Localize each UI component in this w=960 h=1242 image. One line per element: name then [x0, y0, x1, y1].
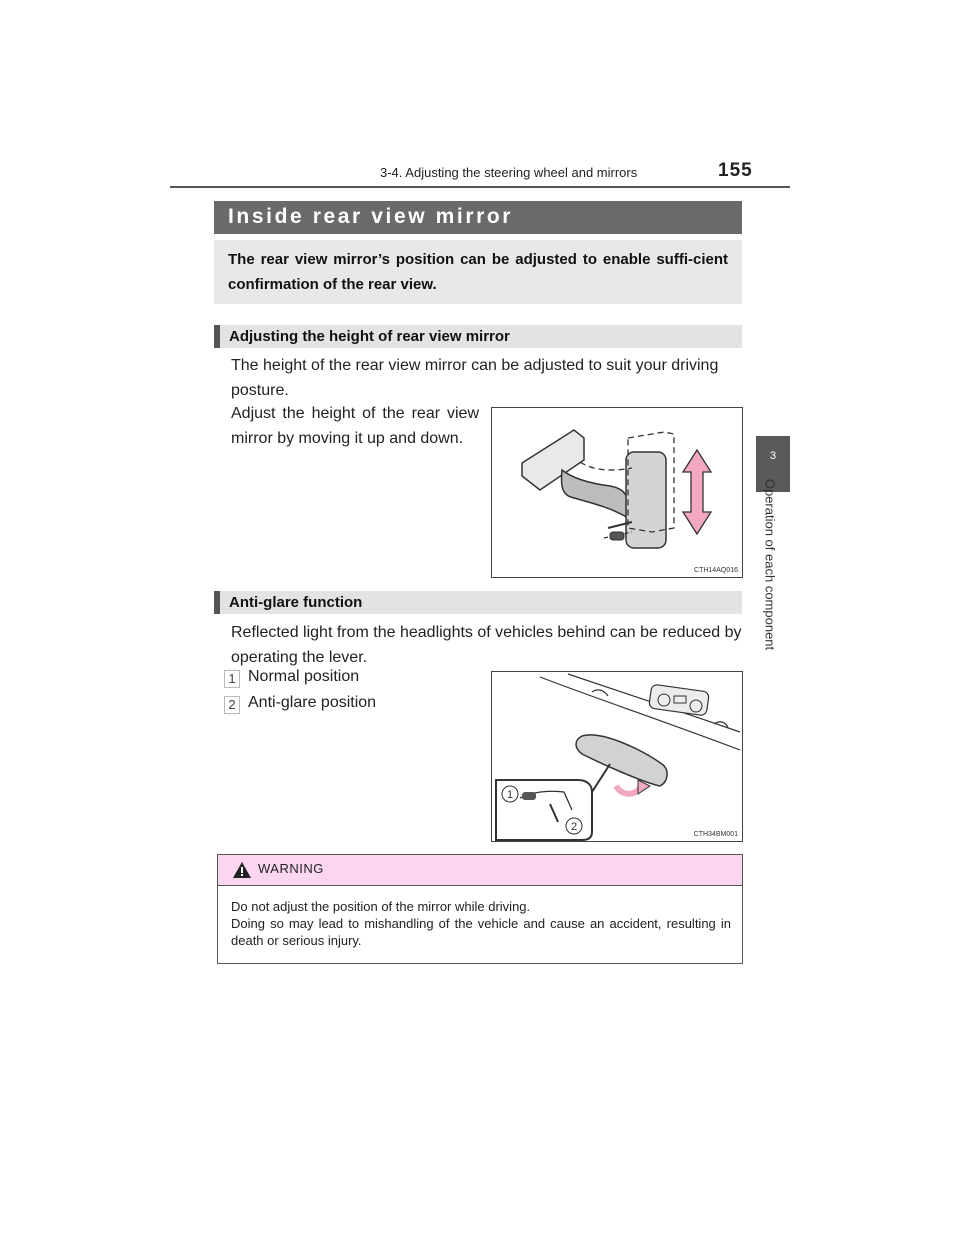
intro-box	[214, 240, 742, 304]
warning-box	[217, 854, 743, 964]
page-number: 155	[718, 160, 753, 181]
warning-header	[218, 855, 742, 886]
chapter-number: 3	[769, 450, 777, 462]
height-instruction: Adjust the height of the rear view mirror by moving it up and down.	[231, 405, 479, 447]
warning-line-1: Do not adjust the position of the mirror while driving.	[231, 899, 531, 914]
item-number-badge: 1	[224, 670, 240, 688]
svg-text:2: 2	[570, 821, 578, 833]
svg-text:1: 1	[506, 789, 514, 801]
figure-code-1: CTH14AQ016	[694, 567, 738, 574]
page-title: Inside rear view mirror	[228, 205, 514, 228]
antiglare-paragraph: Reflected light from the headlights of vehicles behind can be reduced by operating the lever.	[231, 624, 742, 666]
chapter-label: Operation of each component	[762, 478, 778, 651]
header-section-title: 3-4. Adjusting the steering wheel and mirrors	[380, 165, 638, 180]
antiglare-illustration	[492, 672, 742, 841]
page-title-bar	[214, 201, 742, 234]
item-label: Anti-glare position	[248, 694, 377, 711]
height-paragraph: The height of the rear view mirror can be adjusted to suit your driving posture.	[231, 357, 719, 399]
item-label: Normal position	[248, 668, 360, 685]
item-number-badge: 2	[224, 696, 240, 714]
warning-title: WARNING	[258, 861, 324, 876]
warning-triangle-icon	[232, 861, 252, 879]
subheading-antiglare	[214, 591, 742, 614]
antiglare-figure	[491, 671, 743, 842]
subheading-antiglare-text: Anti-glare function	[229, 594, 363, 611]
intro-text: The rear view mirror’s position can be adjusted to enable suffi-cient confirmation of the rear view.	[228, 251, 728, 293]
subheading-height	[214, 325, 742, 348]
mirror-height-figure	[491, 407, 743, 578]
header-rule	[170, 186, 790, 188]
mirror-height-illustration	[492, 408, 742, 577]
warning-text	[231, 898, 731, 949]
figure-code-2: CTH34BM001	[693, 831, 738, 838]
warning-line-2: Doing so may lead to mishandling of the vehicle and cause an accident, resulting in death or serious injury.	[231, 916, 731, 948]
subheading-height-text: Adjusting the height of rear view mirror	[229, 328, 510, 345]
